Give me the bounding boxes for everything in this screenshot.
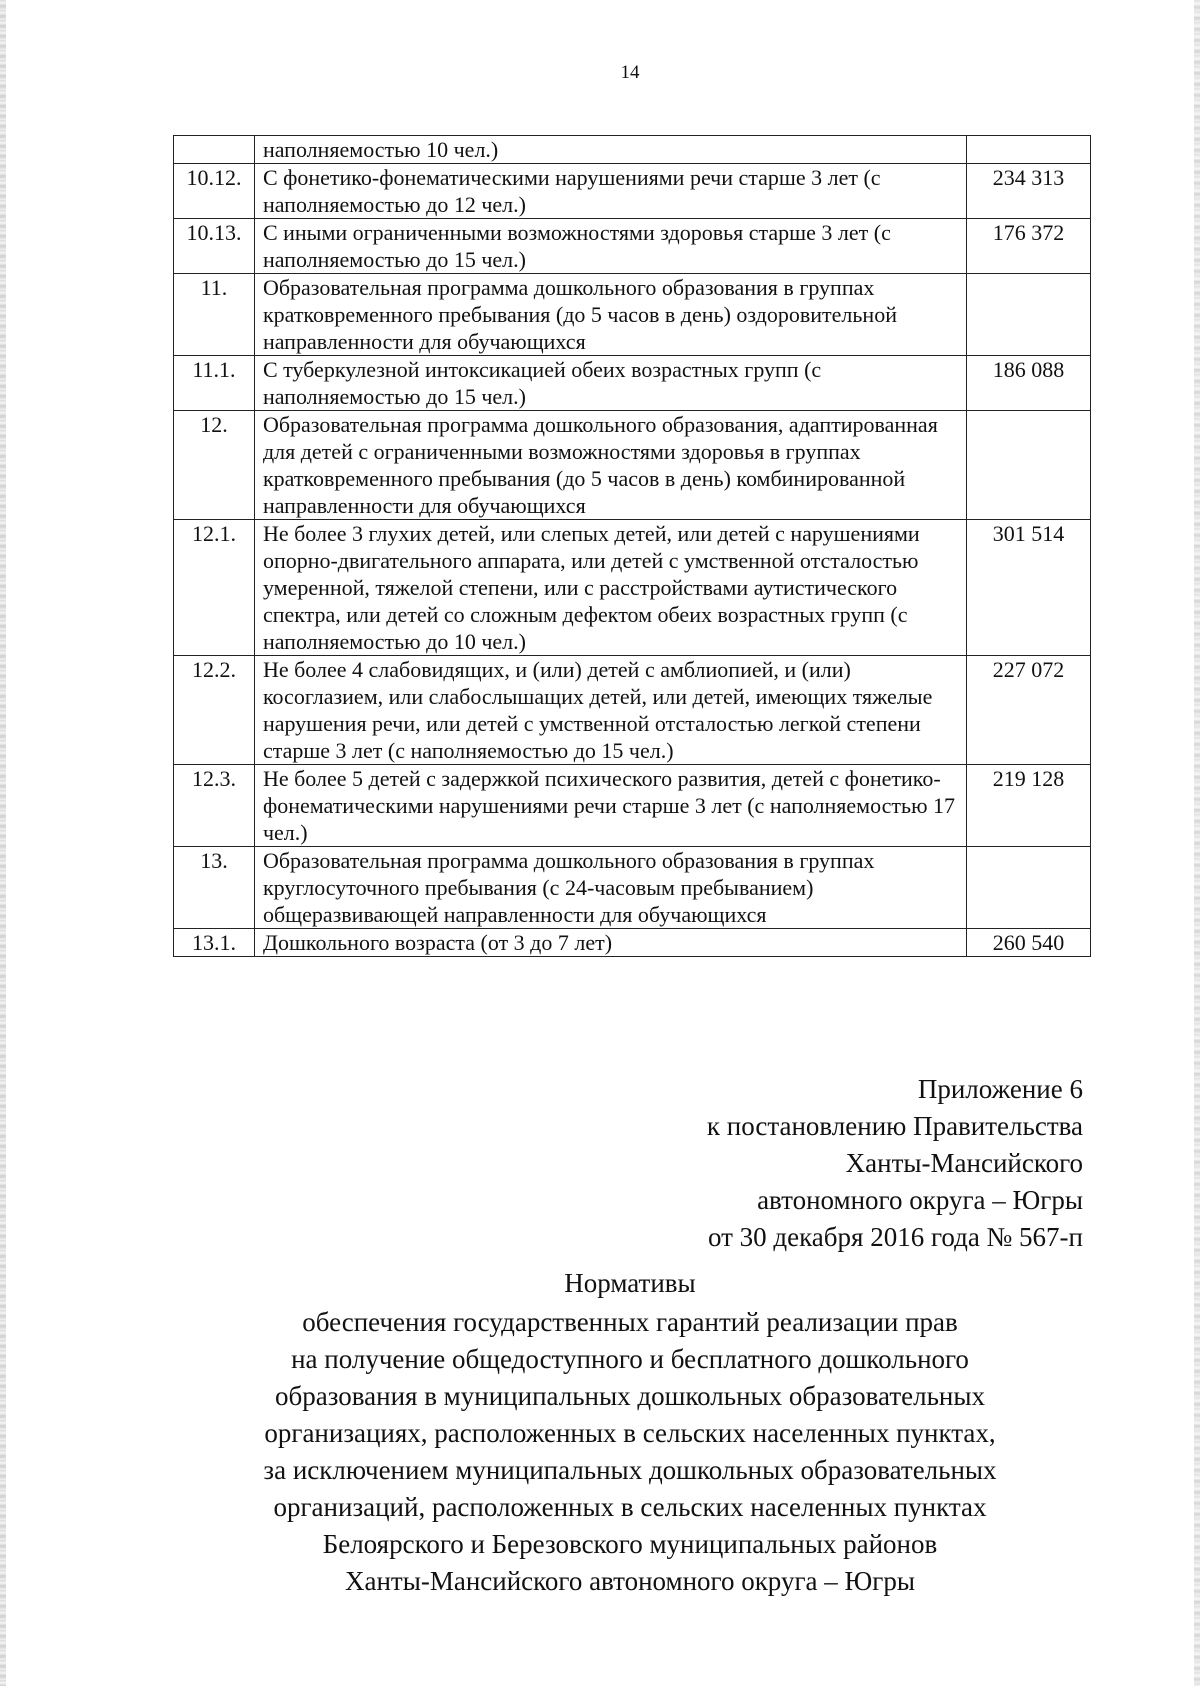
- table-row: [174, 164, 1091, 219]
- norms-table-body: [174, 136, 1091, 957]
- title-line: образования в муниципальных дошкольных образовательных: [275, 1381, 985, 1411]
- title-heading: Нормативы: [564, 1268, 696, 1298]
- row-value-cell: [967, 136, 1091, 164]
- title-line: обеспечения государственных гарантий реализации прав: [302, 1307, 958, 1337]
- row-description-cell: С фонетико-фонематическими нарушениями речи старше 3 лет (с наполняемостью до 12 чел.): [254, 164, 966, 219]
- page-number: 14: [620, 62, 640, 83]
- table-row: [174, 136, 1091, 164]
- row-number-cell: 10.13.: [174, 219, 255, 274]
- table-row: [174, 411, 1091, 520]
- row-description-cell: Образовательная программа дошкольного образования в группах круглосуточного пребывания (с 24-часовым пребыванием) общеразвивающей направленности для обучающихся: [254, 847, 966, 929]
- row-number-cell: 10.12.: [174, 164, 255, 219]
- row-value-cell: 227 072: [967, 656, 1091, 765]
- norms-table: [173, 135, 1091, 957]
- row-value-cell: [967, 411, 1091, 520]
- row-description-cell: наполняемостью 10 чел.): [254, 136, 966, 164]
- document-title: [230, 1265, 1030, 1600]
- table-row: [174, 520, 1091, 656]
- row-number-cell: 12.: [174, 411, 255, 520]
- row-number-cell: 12.3.: [174, 765, 255, 847]
- appendix-line: Приложение 6: [917, 1074, 1083, 1104]
- row-value-cell: 234 313: [967, 164, 1091, 219]
- table-row: [174, 274, 1091, 356]
- table-row: [174, 765, 1091, 847]
- row-description-cell: Дошкольного возраста (от 3 до 7 лет): [254, 929, 966, 957]
- row-description-cell: Не более 5 детей с задержкой психического развития, детей с фонетико-фонематическими нарушениями речи старше 3 лет (с наполняемостью 17 чел.): [254, 765, 966, 847]
- row-value-cell: 260 540: [967, 929, 1091, 957]
- row-number-cell: 11.: [174, 274, 255, 356]
- appendix-line: к постановлению Правительства: [706, 1111, 1083, 1141]
- row-description-cell: Не более 3 глухих детей, или слепых детей, или детей с нарушениями опорно-двигательного аппарата, или детей с умственной отсталостью умеренной, тяжелой степени, или с расстройствами аутистического спектра, или детей со сложным дефектом обеих возрастных групп (с наполняемостью до 10 чел.): [254, 520, 966, 656]
- row-description-cell: С туберкулезной интоксикацией обеих возрастных групп (с наполняемостью до 15 чел.): [254, 356, 966, 411]
- row-value-cell: [967, 274, 1091, 356]
- row-number-cell: 12.1.: [174, 520, 255, 656]
- row-description-cell: Не более 4 слабовидящих, и (или) детей с амблиопией, и (или) косоглазием, или слабослышащих детей, или детей, имеющих тяжелые нарушения речи, или детей с умственной отсталостью легкой степени старше 3 лет (с наполняемостью до 15 чел.): [254, 656, 966, 765]
- row-value-cell: 186 088: [967, 356, 1091, 411]
- table-row: [174, 929, 1091, 957]
- table-row: [174, 847, 1091, 929]
- appendix-header: [707, 1071, 1083, 1256]
- appendix-line: от 30 декабря 2016 года № 567-п: [707, 1222, 1083, 1252]
- row-description-cell: С иными ограниченными возможностями здоровья старше 3 лет (с наполняемостью до 15 чел.): [254, 219, 966, 274]
- title-line: организаций, расположенных в сельских населенных пунктах: [273, 1492, 987, 1522]
- table-row: [174, 219, 1091, 274]
- title-line: за исключением муниципальных дошкольных образовательных: [263, 1455, 997, 1485]
- row-number-cell: 12.2.: [174, 656, 255, 765]
- row-number-cell: [174, 136, 255, 164]
- title-line: Белоярского и Березовского муниципальных районов: [322, 1529, 938, 1559]
- table-row: [174, 356, 1091, 411]
- scan-edge-left: [0, 0, 6, 1686]
- row-value-cell: [967, 847, 1091, 929]
- title-line: на получение общедоступного и бесплатного дошкольного: [291, 1344, 969, 1374]
- row-description-cell: Образовательная программа дошкольного образования, адаптированная для детей с ограниченными возможностями здоровья в группах кратковременного пребывания (до 5 часов в день) комбинированной направленности для обучающихся: [254, 411, 966, 520]
- appendix-line: Ханты-Мансийского: [845, 1148, 1083, 1178]
- row-description-cell: Образовательная программа дошкольного образования в группах кратковременного пребывания (до 5 часов в день) оздоровительной направленности для обучающихся: [254, 274, 966, 356]
- title-line: Ханты-Мансийского автономного округа – Югры: [345, 1566, 915, 1596]
- row-number-cell: 11.1.: [174, 356, 255, 411]
- row-value-cell: 219 128: [967, 765, 1091, 847]
- title-line: организациях, расположенных в сельских населенных пунктах,: [264, 1418, 996, 1448]
- row-number-cell: 13.: [174, 847, 255, 929]
- appendix-line: автономного округа – Югры: [757, 1185, 1083, 1215]
- table-row: [174, 656, 1091, 765]
- row-number-cell: 13.1.: [174, 929, 255, 957]
- row-value-cell: 301 514: [967, 520, 1091, 656]
- scan-edge-right: [1194, 0, 1200, 1686]
- row-value-cell: 176 372: [967, 219, 1091, 274]
